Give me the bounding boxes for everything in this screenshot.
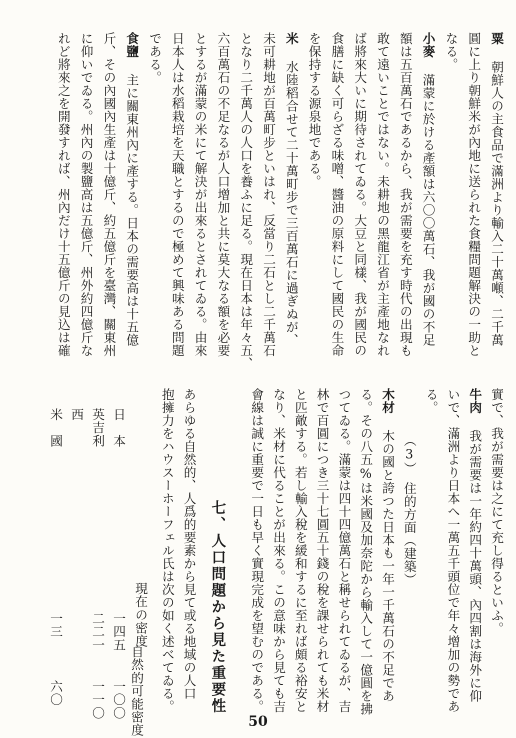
column-text: れど將來之を開發すれば、州內だけ十五億斤の見込は確 xyxy=(55,32,71,357)
column-text: 斤、その內國內生產は十億斤、約五億斤を臺灣、關東州 xyxy=(101,32,117,357)
column-text: である。 xyxy=(147,32,162,84)
column-text: 林で百圓につき三十七圓五十錢の稅を課せられても米材 xyxy=(314,388,330,713)
table-header-current: 現在の密度 xyxy=(133,582,149,648)
column-text: る。 xyxy=(423,388,439,414)
column-text: とするが滿蒙の米にて解決が出來るとされてゐる。由來 xyxy=(192,32,208,357)
table-cell-current: 一四五 xyxy=(111,612,127,652)
text-column xyxy=(76,32,96,357)
entry-heading: 木材 xyxy=(380,388,395,414)
text-column xyxy=(179,388,199,700)
column-text: を保持する源泉地である。 xyxy=(306,32,322,188)
column-text: 食膳に缺く可らざる味噌、醬油の原料にして國民の生命 xyxy=(329,32,345,357)
text-column xyxy=(372,32,392,357)
column-text: いで、滿洲より日本へ一萬五千頭位で年々增加の勢であ xyxy=(445,388,461,713)
text-column xyxy=(486,388,506,635)
text-column xyxy=(442,388,462,713)
entry-heading: 牛肉 xyxy=(467,388,483,414)
column-text: る。その八五%は米國及加奈陀から輸入して一億圓を拂 xyxy=(358,388,374,716)
column-text: 抱擁力をハウスーホーフェル氏は次の如く述べてゐる。 xyxy=(159,388,175,713)
text-column xyxy=(463,32,483,357)
text-column xyxy=(312,388,332,713)
column-text: なり、米材に代ることが出來る。この意味から見ても吉 xyxy=(271,388,286,713)
table-cell-current: 一三 xyxy=(48,612,64,639)
entry-heading: 粟 xyxy=(489,32,504,45)
section-title: 七、人口問題から見た重要性 xyxy=(209,500,226,715)
column-text: 未可耕地が百萬町步といはれ、反當り二石とし二千萬石 xyxy=(261,32,276,357)
text-column xyxy=(355,388,375,715)
column-text: と匹敵する。若し輸入稅を緩和するに至れば頗る裕安と xyxy=(292,388,308,713)
text-column xyxy=(421,388,441,414)
column-text: 實で、我が需要は之にて充し得るといふ。 xyxy=(489,388,504,635)
text-column xyxy=(304,32,324,188)
table-cell-possible: 一〇〇 xyxy=(111,680,127,720)
text-column xyxy=(190,32,210,357)
text-column xyxy=(326,32,346,357)
text-column xyxy=(258,32,278,357)
table-row-name: 西 xyxy=(69,408,85,422)
column-text: 六百萬石の不足なるが人口增加と共に莫大なる額を必要 xyxy=(215,32,231,357)
text-column xyxy=(98,32,118,357)
text-column xyxy=(349,32,369,357)
page-number: 50 xyxy=(248,714,268,730)
column-text: ば將來大いに期待されてゐる。大豆と同樣、我が國民の xyxy=(352,32,368,357)
text-column xyxy=(377,388,397,702)
column-text: （3） 住的方面（建築） xyxy=(401,388,417,586)
text-column xyxy=(246,388,266,713)
table-cell-current: 二二一 xyxy=(90,612,106,652)
column-text: 敢て遠いことではない。未耕地の黑龍江省が主產地なれ xyxy=(375,32,390,357)
column-text: つてゐる。滿蒙は四十四億萬石と稱せられてゐるが、吉 xyxy=(336,388,352,713)
column-text: 朝鮮人の主食品で滿洲より輸入二十萬噸、二千萬 xyxy=(489,45,504,347)
table-header-possible: 自然的可能密度 xyxy=(129,645,145,737)
text-column xyxy=(121,32,141,346)
column-text: あらゆる自然的、人爲的要素から見て或る地域の人口 xyxy=(181,388,197,700)
entry-heading: 食鹽 xyxy=(124,32,140,58)
column-text: 木の國と誇つた日本も一年一千萬石の不足であ xyxy=(380,414,395,703)
column-text: 滿蒙に於ける產額は六〇〇萬石、我が國の不足 xyxy=(420,58,436,347)
text-column xyxy=(418,32,438,346)
text-column xyxy=(167,32,187,357)
column-text: 主に關東州內に產する。日本の需要高は十五億 xyxy=(124,58,140,347)
column-text: 會線は誠に重要で一日も早く實現完成を望むのである。 xyxy=(249,388,265,713)
text-column xyxy=(464,388,484,702)
table-cell-possible: 一一〇 xyxy=(90,680,106,720)
entry-heading: 米 xyxy=(283,32,299,45)
text-column xyxy=(399,388,419,586)
column-text: 我が需要は一年約四十萬頭、內四割は海外に仰 xyxy=(467,414,483,703)
table-row-name: 日 本 xyxy=(111,408,127,448)
text-column xyxy=(212,32,232,357)
text-column xyxy=(144,32,164,84)
table-row-name: 英吉利 xyxy=(90,408,106,448)
text-column xyxy=(333,388,353,713)
text-column xyxy=(395,32,415,357)
column-text: 日本人は水稻栽培を天職とするので極めて興味ある問題 xyxy=(169,32,185,357)
text-column xyxy=(486,32,506,346)
column-text: 額は五百萬石であるから、我が需要を充す時代の出現も xyxy=(397,32,413,357)
entry-heading: 小麥 xyxy=(420,32,436,58)
text-column xyxy=(290,388,310,713)
text-column xyxy=(235,32,255,370)
table-row-name: 米 國 xyxy=(48,408,64,448)
text-column xyxy=(157,388,177,713)
table-cell-possible: 六〇 xyxy=(48,680,64,707)
column-text: 圓に上り朝鮮米が內地に送られた食糧問題解決の一助と xyxy=(466,32,482,357)
column-text: なる。 xyxy=(443,32,459,71)
text-column xyxy=(53,32,73,357)
text-column xyxy=(281,32,301,346)
column-text: に仰いでゐる。州內の製鹽高は五億斤、州外約四億斤な xyxy=(78,32,94,357)
column-text: 水陸稻合せて二十萬町步で三百萬石に過ぎぬが、 xyxy=(283,45,299,347)
text-column xyxy=(440,32,460,71)
text-column xyxy=(268,388,288,713)
column-text: となり二千萬人の人口を養ふに足る。現在日本は年々五、 xyxy=(238,32,254,370)
